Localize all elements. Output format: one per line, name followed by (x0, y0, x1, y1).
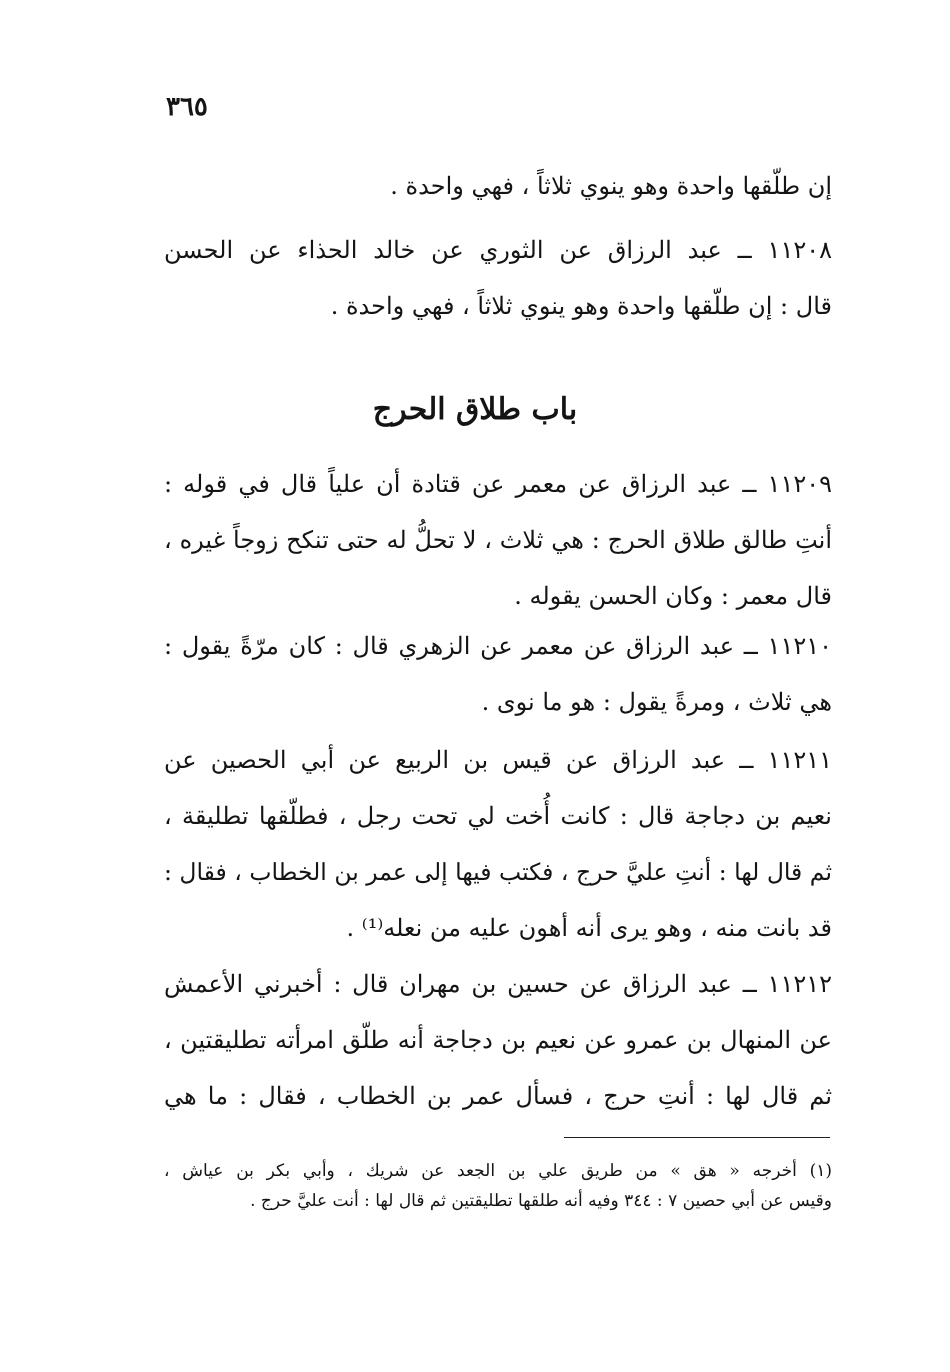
text-line: قد بانت منه ، وهو يرى أنه أهون عليه من نعله⁽¹⁾ . (346, 914, 832, 942)
text-line: ١١٢١٢ ــ عبد الرزاق عن حسين بن مهران قال : أخبرني الأعمش (164, 970, 832, 998)
text-line: قال معمر : وكان الحسن يقوله . (514, 582, 832, 610)
hadith-11212 (164, 956, 832, 1124)
page-number: ٣٦٥ (166, 92, 208, 122)
hadith-11210 (164, 618, 832, 730)
text-line: عن المنهال بن عمرو عن نعيم بن دجاجة أنه طلّق امرأته تطليقتين ، (164, 1026, 832, 1054)
text-line: هي ثلاث ، ومرةً يقول : هو ما نوى . (481, 688, 832, 716)
footnote-separator (564, 1137, 830, 1138)
footnote-line: وقيس عن أبي حصين ٧ : ٣٤٤ وفيه أنه طلقها تطليقتين ثم قال لها : أنت عليَّ حرج . (250, 1191, 832, 1211)
text-line: ١١٢١٠ ــ عبد الرزاق عن معمر عن الزهري قال : كان مرّةً يقول : (164, 632, 832, 660)
text-line: ثم قال لها : أنتِ حرج ، فسأل عمر بن الخطاب ، فقال : ما هي (164, 1082, 832, 1110)
hadith-11208 (164, 222, 832, 334)
text-line: قال : إن طلّقها واحدة وهو ينوي ثلاثاً ، فهي واحدة . (330, 292, 832, 320)
intro-paragraph (164, 158, 832, 214)
hadith-11211 (164, 732, 832, 956)
text-line: ١١٢٠٩ ــ عبد الرزاق عن معمر عن قتادة أن علياً قال في قوله : (164, 470, 832, 498)
hadith-11209 (164, 456, 832, 624)
footnote-line: (١) أخرجه « هق » من طريق علي بن الجعد عن شريك ، وأبي بكر بن عياش ، (164, 1161, 832, 1181)
text-line: ١١٢٠٨ ــ عبد الرزاق عن الثوري عن خالد الحذاء عن الحسن (164, 236, 832, 264)
text-line: أنتِ طالق طلاق الحرج : هي ثلاث ، لا تحلُّ له حتى تنكح زوجاً غيره ، (164, 526, 832, 554)
text-line: ثم قال لها : أنتِ عليَّ حرج ، فكتب فيها إلى عمر بن الخطاب ، فقال : (164, 858, 832, 886)
text-line: نعيم بن دجاجة قال : كانت أُخت لي تحت رجل ، فطلّقها تطليقة ، (164, 802, 832, 830)
footnote (164, 1156, 832, 1216)
text-line: ١١٢١١ ــ عبد الرزاق عن قيس بن الربيع عن أبي الحصين عن (164, 746, 832, 774)
text-line: إن طلّقها واحدة وهو ينوي ثلاثاً ، فهي واحدة . (390, 172, 832, 200)
chapter-heading: باب طلاق الحرج (372, 392, 578, 427)
